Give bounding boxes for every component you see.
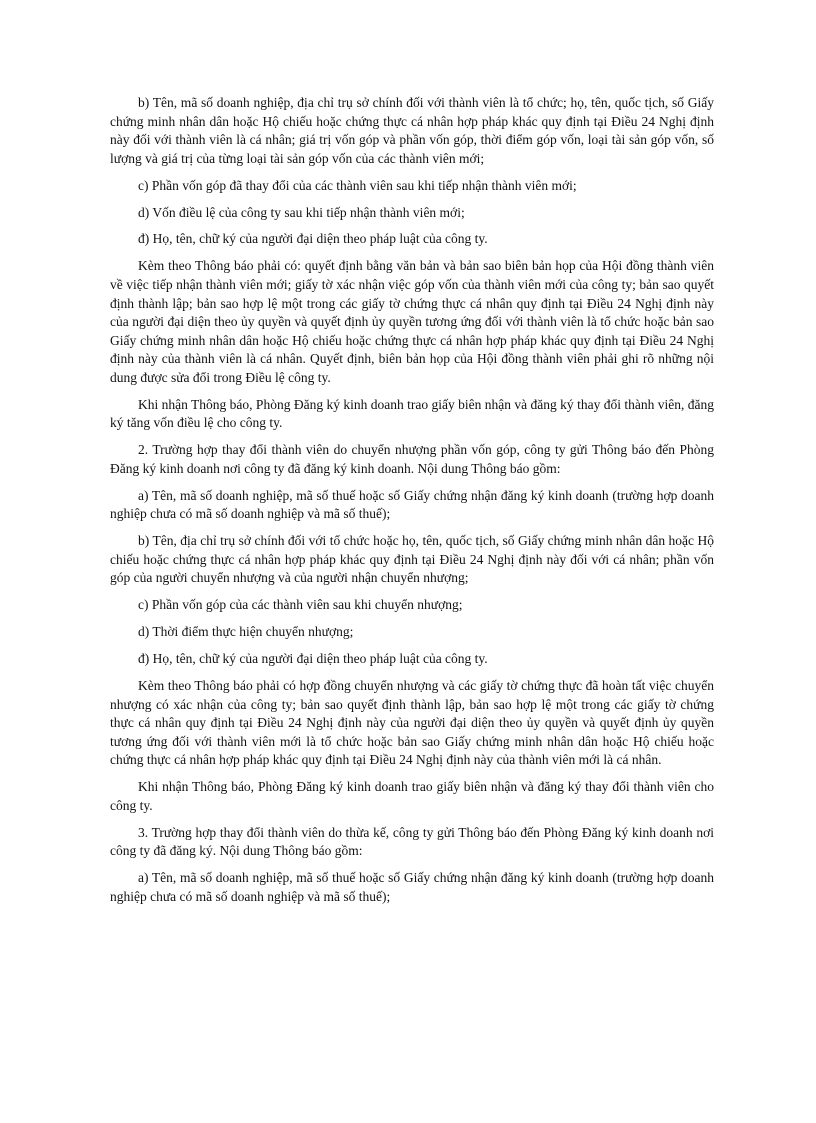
paragraph-receipt-transfer: Khi nhận Thông báo, Phòng Đăng ký kinh doanh trao giấy biên nhận và đăng ký thay đổi thành viên cho công ty. bbox=[110, 779, 714, 813]
paragraph-section-3-inheritance: 3. Trường hợp thay đổi thành viên do thừa kế, công ty gửi Thông báo đến Phòng Đăng ký kinh doanh nơi công ty đã đăng ký. Nội dung Thông báo gồm: bbox=[110, 824, 714, 859]
paragraph-d-charter-capital: d) Vốn điều lệ của công ty sau khi tiếp nhận thành viên mới; bbox=[138, 204, 465, 220]
paragraph-attachments-new-member: Kèm theo Thông báo phải có: quyết định bằng văn bản và bản sao biên bản họp của Hội đồng thành viên về việc tiếp nhận thành viên mới; giấy tờ xác nhận việc góp vốn của thành viên mới của công ty; bản sao quyết định thành lập; bản sao hợp lệ một trong các giấy tờ chứng thực cá nhân quy định tại Điều 24 Nghị định này của người đại diện theo ủy quyền và quyết định ủy quyền tương ứng đối với thành viên là tổ chức hoặc bản sao Giấy chứng minh nhân dân hoặc Hộ chiếu hoặc chứng thực cá nhân hợp pháp khác quy định tại Điều 24 Nghị định này của thành viên là cá nhân. Quyết định, biên bản họp của Hội đồng thành viên phải ghi rõ những nội dung được sửa đổi trong Điều lệ công ty. bbox=[110, 258, 714, 385]
paragraph-receipt-new-member: Khi nhận Thông báo, Phòng Đăng ký kinh doanh trao giấy biên nhận và đăng ký thay đổi thành viên, đăng ký tăng vốn điều lệ cho công ty. bbox=[110, 396, 714, 431]
paragraph-b-member-info: b) Tên, mã số doanh nghiệp, địa chỉ trụ sở chính đối với thành viên là tổ chức; họ, tên, quốc tịch, số Giấy chứng minh nhân dân hoặc Hộ chiếu hoặc chứng thực cá nhân hợp pháp khác quy định tại Điều 24 Nghị định này đối với thành viên là cá nhân; giá trị vốn góp và phần vốn góp, thời điểm góp vốn, loại tài sản góp vốn, số lượng và giá trị của từng loại tài sản góp vốn của các thành viên mới; bbox=[110, 95, 714, 166]
paragraph-attachments-transfer: Kèm theo Thông báo phải có hợp đồng chuyển nhượng và các giấy tờ chứng thực đã hoàn tất việc chuyển nhượng có xác nhận của công ty; bản sao quyết định thành lập, bản sao hợp lệ một trong các giấy tờ chứng thực cá nhân quy định tại Điều 24 Nghị định này của người đại diện theo ủy quyền và quyết định ủy quyền tương ứng đối với thành viên mới là tổ chức hoặc bản sao Giấy chứng minh nhân dân hoặc Hộ chiếu hoặc chứng thực cá nhân hợp pháp khác quy định tại Điều 24 Nghị định này của thành viên mới là cá nhân. bbox=[110, 678, 714, 768]
paragraph-d-transfer-time: d) Thời điểm thực hiện chuyển nhượng; bbox=[138, 624, 354, 640]
document-page bbox=[110, 94, 714, 915]
paragraph-c-changed-capital: c) Phần vốn góp đã thay đổi của các thành viên sau khi tiếp nhận thành viên mới; bbox=[138, 177, 577, 193]
paragraph-b-transferor-info: b) Tên, địa chỉ trụ sở chính đối với tổ chức hoặc họ, tên, quốc tịch, số Giấy chứng minh nhân dân hoặc Hộ chiếu hoặc chứng thực cá nhân hợp pháp khác quy định tại Điều 24 Nghị định này đối với cá nhân; phần vốn góp của người chuyển nhượng và của người nhận chuyển nhượng; bbox=[110, 533, 714, 586]
paragraph-dd-legal-representative: đ) Họ, tên, chữ ký của người đại diện theo pháp luật của công ty. bbox=[138, 231, 488, 247]
paragraph-a-company-info: a) Tên, mã số doanh nghiệp, mã số thuế hoặc số Giấy chứng nhận đăng ký kinh doanh (trường hợp doanh nghiệp chưa có mã số doanh nghiệp và mã số thuế); bbox=[110, 487, 714, 522]
paragraph-dd-legal-representative-2: đ) Họ, tên, chữ ký của người đại diện theo pháp luật của công ty. bbox=[138, 651, 488, 667]
paragraph-section-2-transfer: 2. Trường hợp thay đổi thành viên do chuyển nhượng phần vốn góp, công ty gửi Thông báo đến Phòng Đăng ký kinh doanh nơi công ty đã đăng ký kinh doanh. Nội dung Thông báo gồm: bbox=[110, 442, 714, 476]
paragraph-c-capital-after-transfer: c) Phần vốn góp của các thành viên sau khi chuyển nhượng; bbox=[138, 597, 463, 613]
paragraph-a-company-info-2: a) Tên, mã số doanh nghiệp, mã số thuế hoặc số Giấy chứng nhận đăng ký kinh doanh (trường hợp doanh nghiệp chưa có mã số doanh nghiệp và mã số thuế); bbox=[110, 870, 714, 904]
